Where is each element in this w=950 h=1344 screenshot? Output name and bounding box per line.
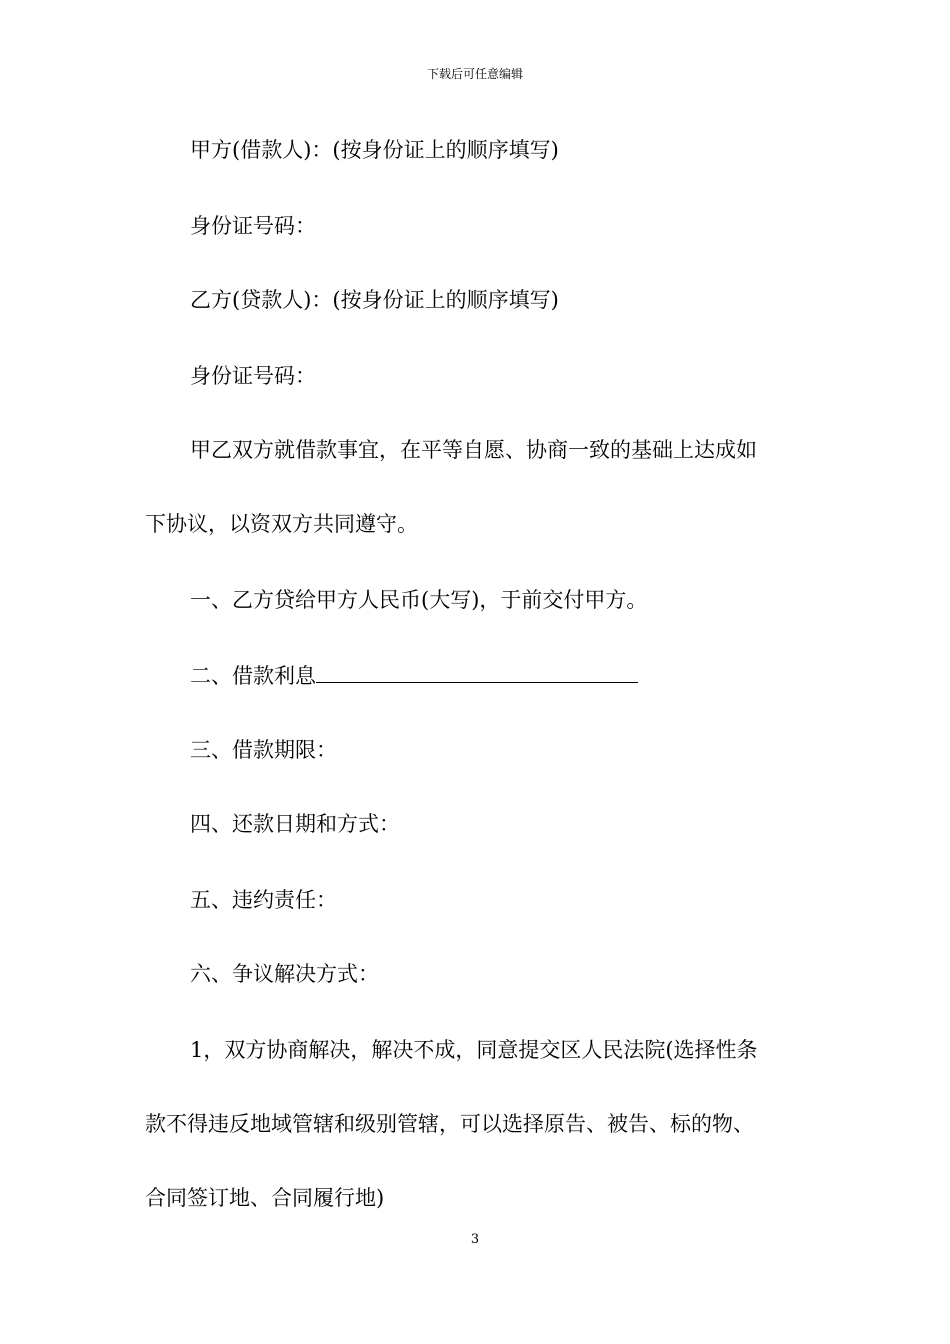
clause-3: 三、借款期限： <box>190 738 337 762</box>
clause-4: 四、还款日期和方式： <box>190 812 400 836</box>
intro-paragraph-line-1: 甲乙双方就借款事宜，在平等自愿、协商一致的基础上达成如 <box>190 438 757 462</box>
interest-blank-line <box>316 660 638 683</box>
page-number: 3 <box>470 1232 480 1247</box>
party-a-id-line: 身份证号码： <box>190 214 316 238</box>
intro-paragraph-line-2: 下协议，以资双方共同遵守。 <box>145 512 418 536</box>
clause-6-item-1-line-3: 合同签订地、合同履行地) <box>145 1186 385 1210</box>
clause-2 <box>190 660 638 690</box>
clause-6-item-1-line-1: 1，双方协商解决，解决不成，同意提交区人民法院(选择性条 <box>190 1038 758 1062</box>
party-b-id-line: 身份证号码： <box>190 364 316 388</box>
clause-6: 六、争议解决方式： <box>190 962 379 986</box>
clause-2-label: 二、借款利息 <box>190 664 316 688</box>
clause-6-item-1-line-2: 款不得违反地域管辖和级别管辖，可以选择原告、被告、标的物、 <box>145 1112 754 1136</box>
party-a-line: 甲方(借款人)：(按身份证上的顺序填写) <box>190 138 559 162</box>
clause-1: 一、乙方贷给甲方人民币(大写)，于前交付甲方。 <box>190 588 648 612</box>
party-b-line: 乙方(贷款人)：(按身份证上的顺序填写) <box>190 288 559 312</box>
page-header: 下载后可任意编辑 <box>426 67 523 81</box>
clause-5: 五、违约责任： <box>190 888 337 912</box>
